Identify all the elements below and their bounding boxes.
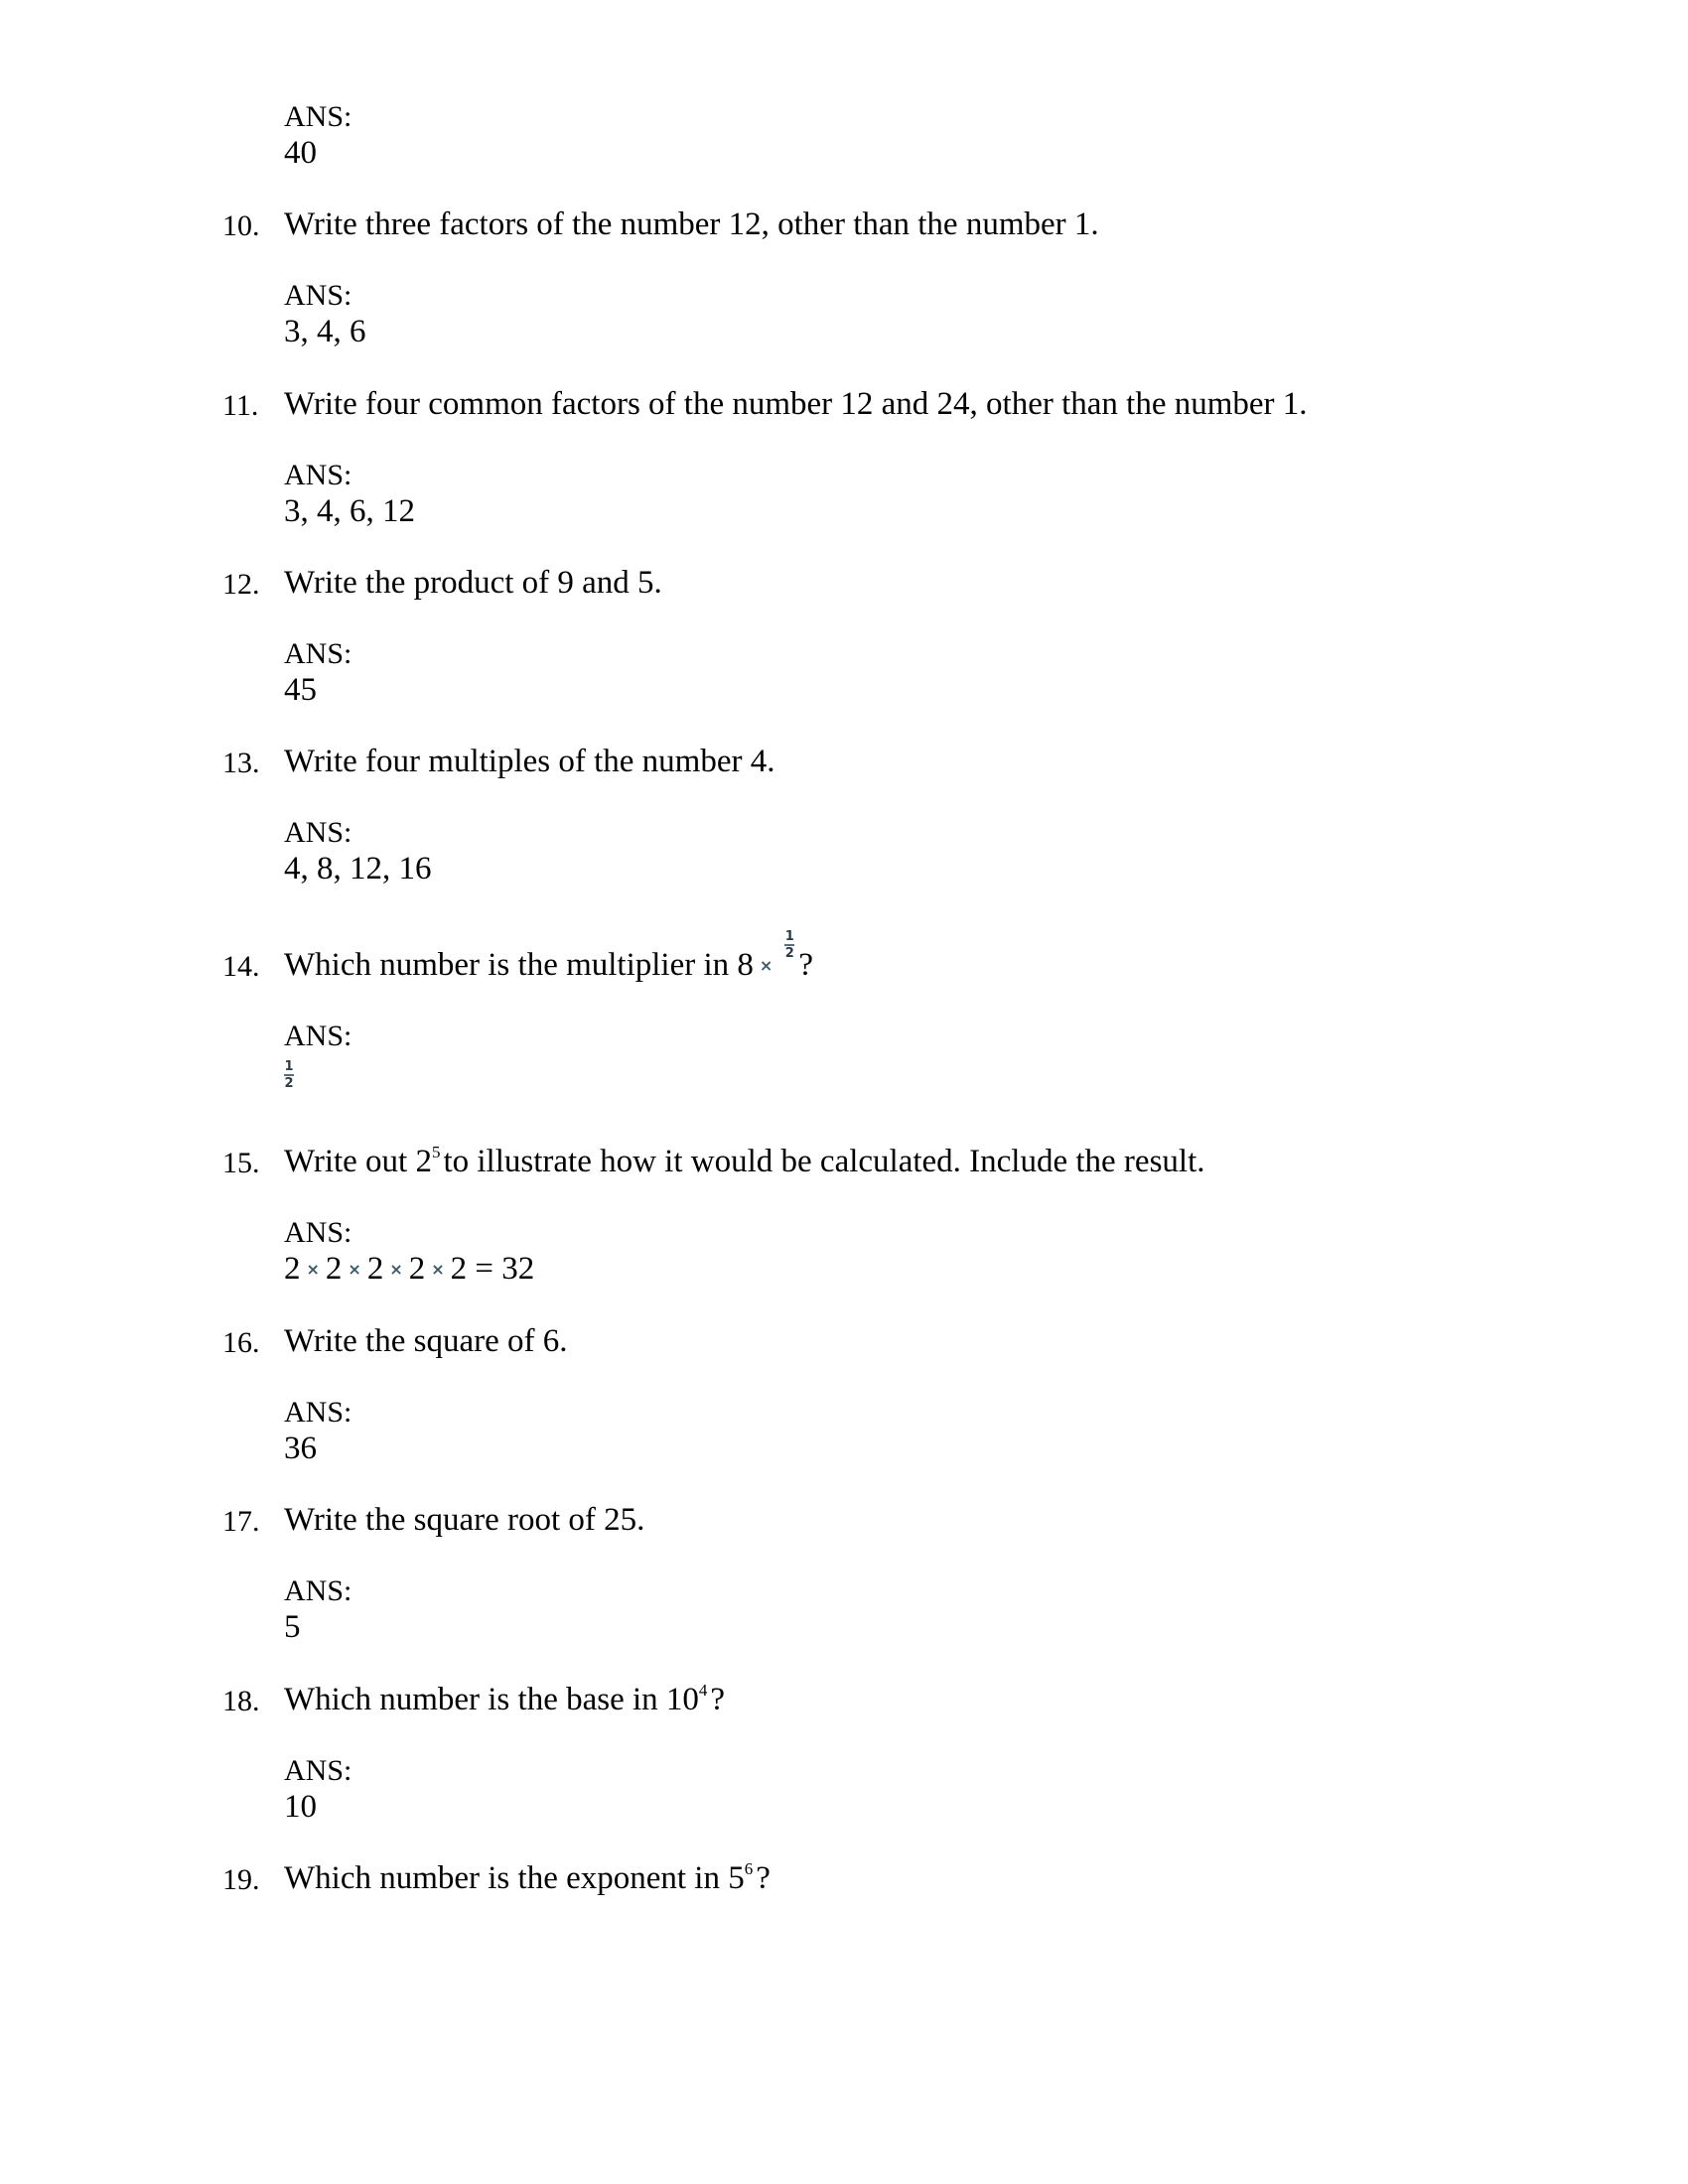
answer-label: ANS:: [284, 1754, 352, 1787]
answer-label: ANS:: [284, 637, 352, 670]
answer-value: 3, 4, 6, 12: [284, 493, 415, 529]
exponent: 4: [698, 1681, 708, 1700]
question-text-after: ?: [756, 1860, 771, 1896]
answer-term: 2: [366, 1251, 384, 1287]
question-number: 11.: [222, 389, 259, 422]
question-number: 19.: [222, 1863, 260, 1896]
answer-term: 2: [408, 1251, 426, 1287]
question-text-after: ?: [798, 947, 813, 983]
question-number: 15.: [222, 1147, 260, 1179]
answer-label: ANS:: [284, 100, 352, 133]
exponent: 6: [744, 1859, 754, 1878]
fraction-denominator: 2: [784, 946, 794, 962]
answer-value: [284, 1054, 294, 1092]
answer-term: 2: [325, 1251, 343, 1287]
fraction-denominator: 2: [284, 1076, 294, 1092]
question-text: Write the product of 9 and 5.: [284, 565, 662, 601]
answer-term: 2: [284, 1251, 301, 1287]
question-text: Write the square of 6.: [284, 1323, 568, 1359]
question-number: 18.: [222, 1685, 260, 1717]
question-number: 14.: [222, 950, 260, 983]
question-number: 16.: [222, 1326, 260, 1359]
answer-label: ANS:: [284, 1020, 352, 1052]
answer-fraction-image: [284, 1060, 294, 1090]
question-text-after: to illustrate how it would be calculated. Include the result.: [443, 1144, 1205, 1179]
question-number: 13.: [222, 747, 260, 779]
question-text: Write four multiples of the number 4.: [284, 744, 775, 779]
question-number: 17.: [222, 1505, 260, 1538]
answer-value: 3, 4, 6: [284, 314, 366, 349]
fraction-numerator: 1: [284, 1059, 294, 1075]
answer-value: 36: [284, 1431, 317, 1466]
answer-label: ANS:: [284, 816, 352, 849]
answer-result: = 32: [475, 1251, 535, 1287]
fraction-numerator: 1: [784, 929, 794, 945]
answer-value: 40: [284, 135, 317, 171]
times-symbol-icon: ×: [431, 1260, 445, 1279]
question-number: 10.: [222, 209, 260, 242]
times-symbol-icon: ×: [389, 1260, 403, 1279]
exponent: 5: [431, 1143, 441, 1161]
question-text: [284, 1681, 725, 1718]
question-text-before: Which number is the exponent in 5: [284, 1860, 745, 1896]
question-text: Write four common factors of the number 12 and 24, other than the number 1.: [284, 386, 1308, 422]
question-text-before: Write out 2: [284, 1144, 432, 1179]
question-number: 12.: [222, 568, 260, 601]
question-text-after: ?: [710, 1682, 726, 1717]
question-text: Write three factors of the number 12, other than the number 1.: [284, 206, 1099, 242]
answer-value: [284, 1250, 534, 1289]
answer-value: 10: [284, 1789, 317, 1825]
times-symbol-icon: ×: [306, 1260, 320, 1279]
fraction-image: [784, 930, 794, 960]
answer-value: 5: [284, 1609, 301, 1645]
answer-value: 45: [284, 672, 317, 708]
question-text: [284, 1143, 1205, 1180]
answer-label: ANS:: [284, 279, 352, 312]
answer-label: ANS:: [284, 1574, 352, 1607]
question-text: [284, 929, 813, 985]
question-text: Write the square root of 25.: [284, 1502, 645, 1538]
answer-label: ANS:: [284, 1216, 352, 1249]
answer-term: 2: [450, 1251, 468, 1287]
answer-label: ANS:: [284, 1396, 352, 1429]
answer-label: ANS:: [284, 459, 352, 491]
times-symbol-icon: ×: [759, 956, 774, 975]
question-text-before: Which number is the multiplier in 8: [284, 947, 754, 983]
question-text: [284, 1859, 771, 1897]
question-text-before: Which number is the base in 10: [284, 1682, 699, 1717]
times-symbol-icon: ×: [348, 1260, 361, 1279]
answer-value: 4, 8, 12, 16: [284, 851, 432, 887]
